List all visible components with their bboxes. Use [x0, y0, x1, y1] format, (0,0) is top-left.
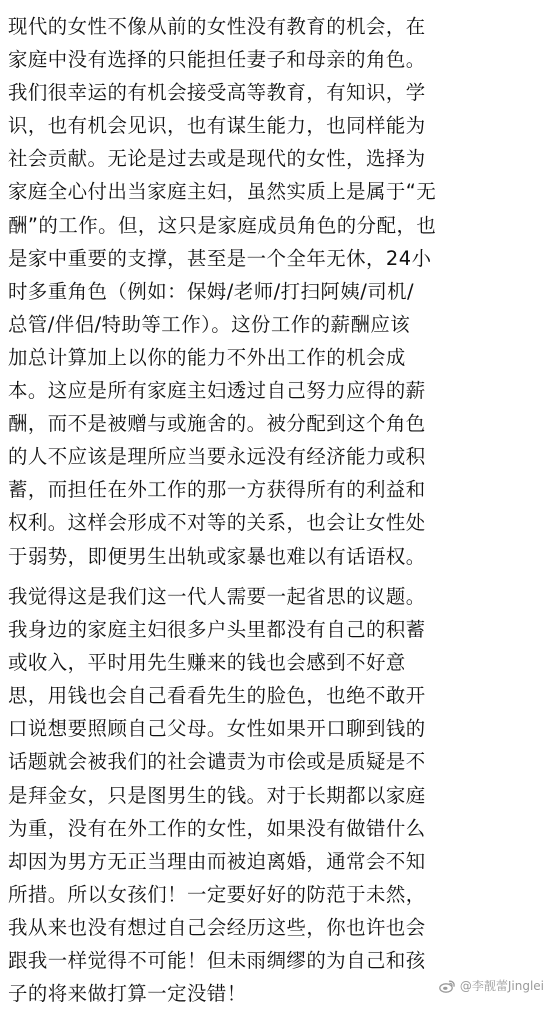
- text-line: 本。这应是所有家庭主妇透过自己努力应得的薪: [8, 379, 426, 403]
- text-line: 我觉得这是我们这一代人需要一起省思的议题。: [8, 585, 426, 608]
- text-line: 是家中重要的支撑，甚至是一个全年无休，24小: [8, 246, 432, 270]
- text-line: 加总计算加上以你的能力不外出工作的机会成: [8, 345, 406, 369]
- text-line: 酬，而不是被赠与或施舍的。被分配到这个角色: [8, 412, 426, 436]
- paragraph: [8, 10, 548, 573]
- text-line: 跟我一样觉得不可能！但未雨绸缪的为自己和孩: [8, 949, 426, 973]
- text-line: 我们很幸运的有机会接受高等教育，有知识，学: [8, 81, 426, 105]
- text-line: 或收入，平时用先生赚来的钱也会感到不好意: [8, 651, 406, 675]
- text-line: 权利。这样会形成不对等的关系，也会让女性处: [8, 511, 426, 535]
- weibo-watermark: [439, 978, 544, 994]
- text-line: 思，用钱也会自己看看先生的脸色，也绝不敢开: [8, 684, 426, 708]
- text-line: 总管/伴侣/特助等工作）。这份工作的薪酬应该: [8, 312, 411, 336]
- text-line: 于弱势，即便男生出轨或家暴也难以有话语权。: [8, 544, 426, 568]
- text-line: 子的将来做打算一定没错！: [8, 982, 247, 1006]
- watermark-text: @李靓蕾Jinglei: [459, 979, 544, 993]
- text-line: 我从来也没有想过自己会经历这些，你也许也会: [8, 915, 426, 939]
- weibo-icon: [439, 979, 456, 993]
- text-line: 是拜金女，只是图男生的钱。对于长期都以家庭: [8, 783, 426, 807]
- text-line: 家庭中没有选择的只能担任妻子和母亲的角色。: [8, 48, 426, 72]
- text-line: 社会贡献。无论是过去或是现代的女性，选择为: [8, 147, 426, 171]
- text-line: 的人不应该是理所应当要永远没有经济能力或积: [8, 445, 426, 469]
- text-line: 所措。所以女孩们！一定要好好的防范于未然，: [8, 882, 426, 906]
- text-line: 识，也有机会见识，也有谋生能力，也同样能为: [8, 114, 426, 138]
- text-line: 蓄，而担任在外工作的那一方获得所有的利益和: [8, 478, 426, 502]
- text-line: 现代的女性不像从前的女性没有教育的机会，在: [8, 15, 426, 38]
- text-line: 家庭全心付出当家庭主妇，虽然实质上是属于“无: [8, 180, 437, 204]
- text-line: 时多重角色（例如：保姆/老师/打扫阿姨/司机/: [8, 279, 415, 303]
- text-line: 却因为男方无正当理由而被迫离婚，通常会不知: [8, 849, 426, 873]
- text-line: 酬”的工作。但，这只是家庭成员角色的分配，也: [8, 213, 437, 237]
- text-line: 我身边的家庭主妇很多户头里都没有自己的积蓄: [8, 618, 426, 642]
- text-line: 话题就会被我们的社会谴责为市侩或是质疑是不: [8, 750, 426, 774]
- text-line: 口说想要照顾自己父母。女性如果开口聊到钱的: [8, 717, 426, 741]
- paragraph: [8, 580, 548, 1010]
- text-line: 为重，没有在外工作的女性，如果没有做错什么: [8, 816, 426, 840]
